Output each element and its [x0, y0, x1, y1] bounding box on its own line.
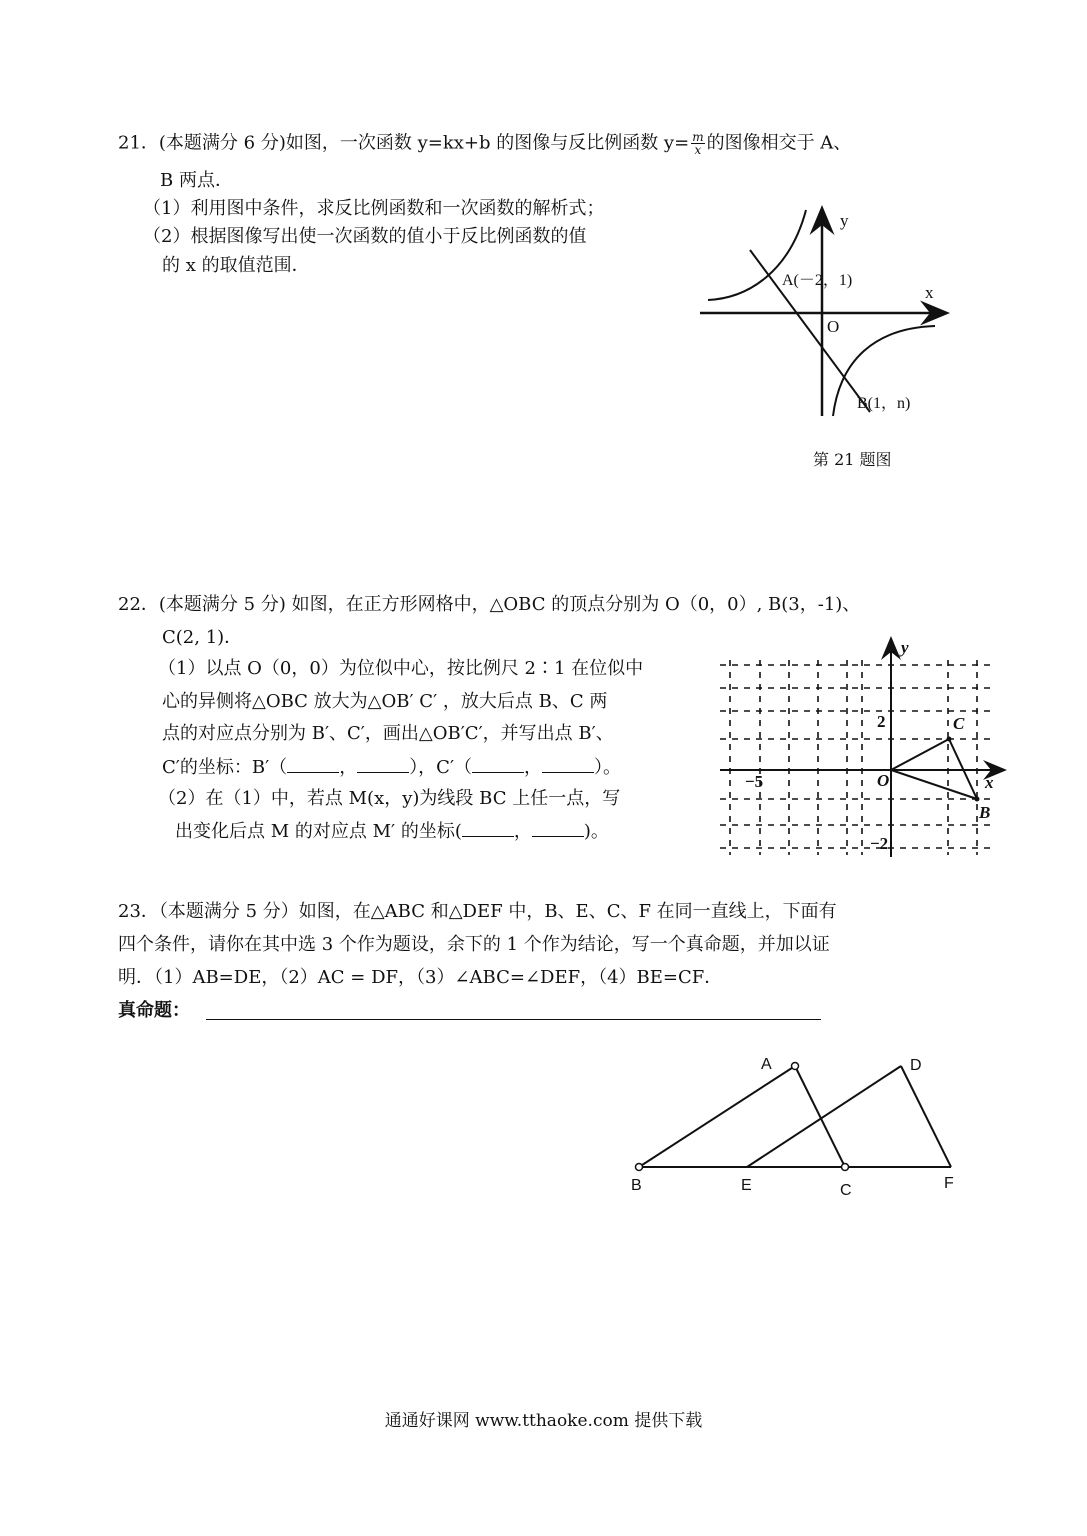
q22-y-label: y	[901, 638, 909, 657]
q22-point-b	[975, 797, 980, 802]
q23-label-c: C	[840, 1182, 852, 1199]
q23-label-f: F	[944, 1175, 954, 1192]
answer-blank-bx[interactable]	[287, 756, 339, 773]
q22-tick-neg5: −5	[745, 772, 764, 791]
q21-figure	[690, 200, 960, 425]
q23-point-a	[792, 1063, 799, 1070]
q21-line2: B 两点．	[160, 170, 233, 191]
q22-line1: 22．(本题满分 5 分) 如图，在正方形网格中，△OBC 的顶点分别为 O（0，0）, B(3，-1)、	[118, 594, 861, 615]
q21-origin-label: O	[827, 317, 840, 336]
answer-blank-by[interactable]	[357, 756, 409, 773]
answer-blank-cy[interactable]	[542, 756, 594, 773]
q23-answer-line[interactable]	[206, 1019, 821, 1020]
q23-line1: 23．（本题满分 5 分）如图，在△ABC 和△DEF 中，B、E、C、F 在同一直线上，下面有	[118, 901, 837, 922]
q22-tick-neg2: −2	[870, 834, 889, 853]
q21-y-label: y	[840, 211, 849, 230]
q21-line1: 21．(本题满分 6 分)如图，一次函数 y=kx+b 的图像与反比例函数 y= $\frac{m}{x}$ 的图像相交于 A、	[118, 130, 852, 157]
q21-x-label: x	[925, 283, 934, 302]
q22-figure	[715, 635, 1010, 860]
q21-point-a-label: A(－2，1)	[782, 272, 853, 289]
q23-point-b	[636, 1164, 643, 1171]
q22-sub1-l3: 点的对应点分别为 B′、C′，画出△OB′C′，并写出点 B′、	[162, 723, 614, 744]
q22-line2: C(2, 1)．	[162, 627, 243, 648]
q23-line2: 四个条件，请你在其中选 3 个作为题设，余下的 1 个作为结论，写一个真命题，并加以证	[118, 934, 830, 955]
answer-blank-mx[interactable]	[462, 820, 514, 837]
q22-x-label: x	[985, 773, 994, 792]
q22-point-c-label: C	[953, 714, 965, 733]
q23-label-d: D	[910, 1057, 922, 1074]
q21-sub2a: （2）根据图像写出使一次函数的值小于反比例函数的值	[143, 226, 587, 247]
q23-side-df	[901, 1066, 951, 1167]
q22-sub2-l1: （2）在（1）中，若点 M(x，y)为线段 BC 上任一点，写	[158, 788, 621, 809]
q21-figure-caption: 第 21 题图	[813, 450, 892, 469]
q23-side-ac	[795, 1066, 845, 1167]
page-footer: 通通好课网 www.tthaoke.com 提供下载	[384, 1411, 703, 1431]
q23-answer-label: 真命题：	[118, 1000, 190, 1021]
q23-point-c	[842, 1164, 849, 1171]
q22-point-c	[947, 737, 952, 742]
q22-sub1-l2: 心的异侧将△OBC 放大为△OB′ C′ ，放大后点 B、C 两	[162, 691, 608, 712]
answer-blank-cx[interactable]	[472, 756, 524, 773]
q22-grid	[720, 660, 995, 855]
q22-sub2-l2: 出变化后点 M 的对应点 M′ 的坐标( ， )。	[175, 821, 609, 842]
q21-sub1: （1）利用图中条件，求反比例函数和一次函数的解析式；	[143, 198, 605, 219]
q23-label-a: A	[761, 1056, 772, 1073]
q22-origin-label: O	[877, 771, 890, 790]
q21-sub2b: 的 x 的取值范围．	[162, 255, 310, 276]
q22-point-b-label: B	[979, 803, 991, 822]
q21-fraction: $\frac{m}{x}$	[692, 130, 704, 157]
q22-sub1-l1: （1）以点 O（0，0）为位似中心，按比例尺 2∶1 在位似中	[158, 658, 644, 679]
q22-sub1-l4: C′的坐标：B′（ ， ），C′（ ， ）。	[162, 757, 622, 778]
answer-blank-my[interactable]	[532, 820, 584, 837]
q23-figure	[620, 1050, 970, 1200]
q23-line3: 明．（1）AB=DE，（2）AC = DF，（3）∠ABC=∠DEF，（4）BE=CF．	[118, 967, 723, 988]
q21-point-b-label: B(1，n)	[857, 395, 911, 412]
q23-label-e: E	[741, 1177, 752, 1194]
q22-tick-2: 2	[877, 712, 886, 731]
q23-label-b: B	[631, 1177, 642, 1194]
